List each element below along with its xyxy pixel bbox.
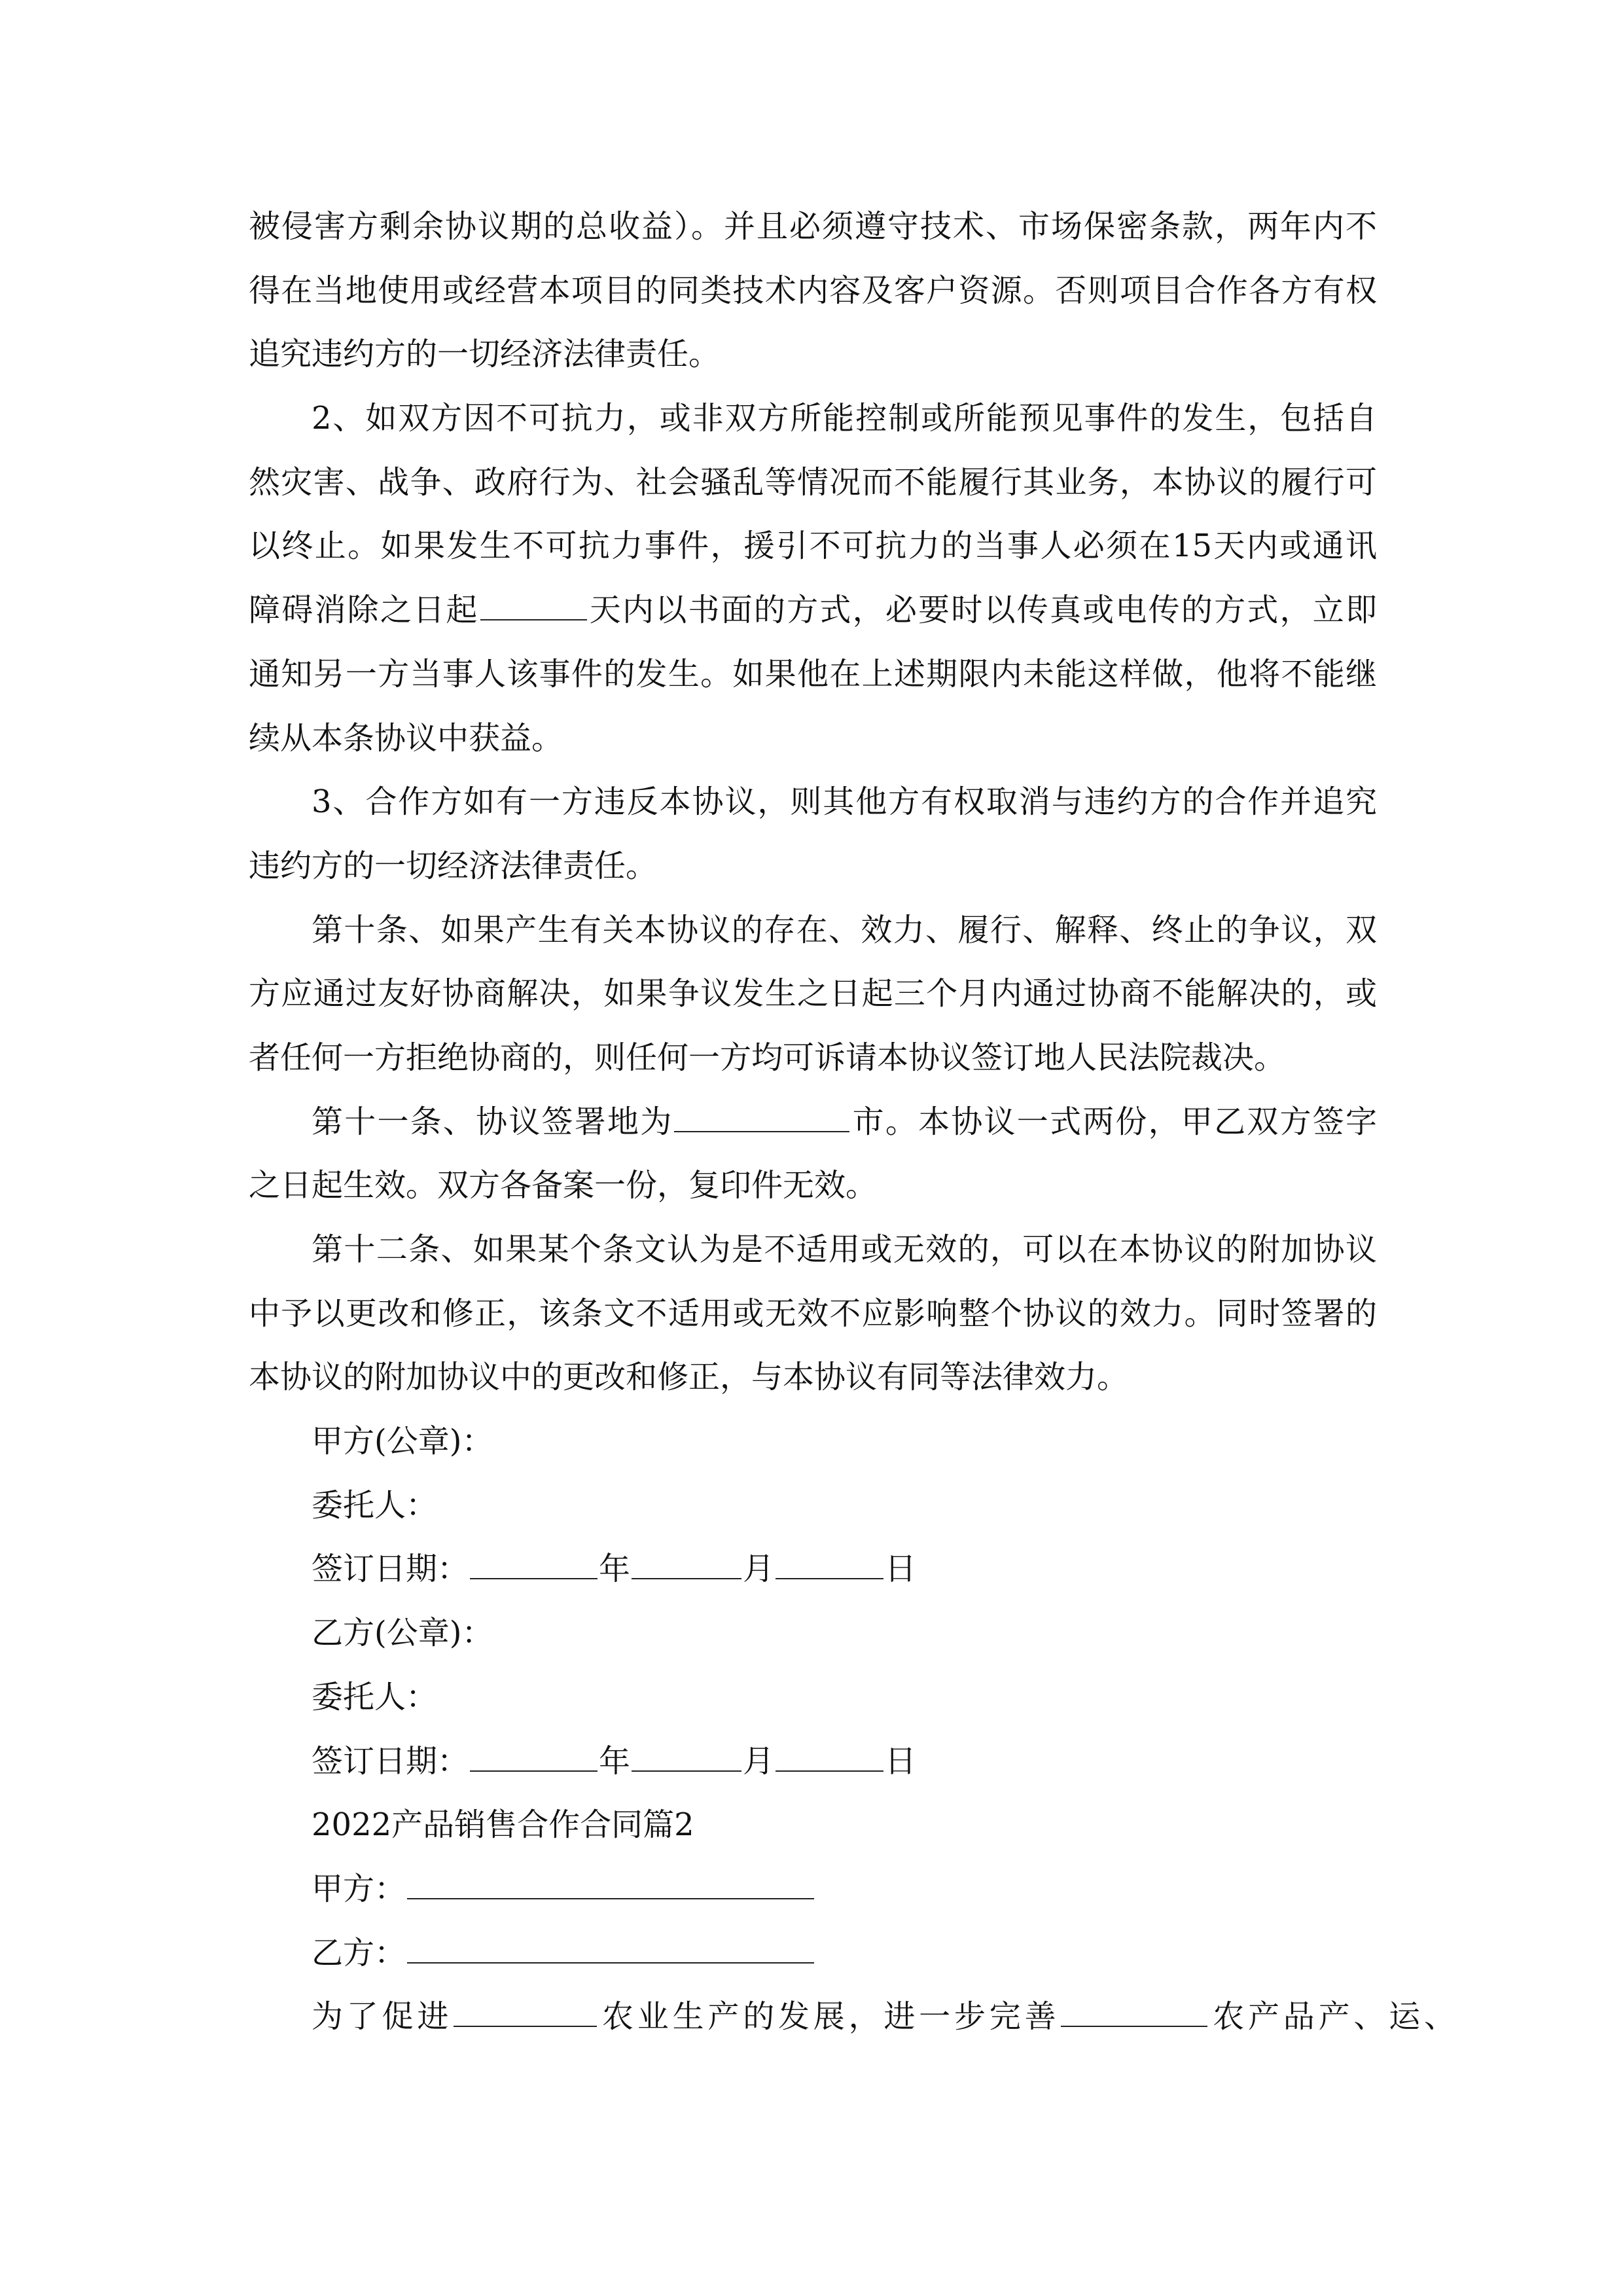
blank-city <box>674 1130 849 1132</box>
day-label: 日 <box>885 1551 917 1588</box>
party-a-agent: 委托人： <box>312 1486 438 1524</box>
party-a-seal: 甲方(公章)： <box>312 1423 493 1460</box>
blank-party-a <box>407 1897 814 1899</box>
party-b-line <box>249 1922 1377 1986</box>
text: 障碍消除之日起 <box>249 592 479 629</box>
document-page <box>249 195 1455 2049</box>
text-line <box>249 579 1377 643</box>
text-line: 以终止。如果发生不可抗力事件，援引不可抗力的当事人必须在15天内或通讯 <box>249 528 1377 565</box>
text-line: 者任何一方拒绝协商的，则任何一方均可诉请本协议签订地人民法院裁决。 <box>249 1039 1286 1076</box>
text-line: 续从本条协议中获益。 <box>249 719 563 757</box>
text: 第十一条、协议签署地为 <box>312 1103 673 1140</box>
text-line: 本协议的附加协议中的更改和修正，与本协议有同等法律效力。 <box>249 1359 1129 1396</box>
month-label: 月 <box>743 1551 775 1588</box>
blank-year <box>470 1577 597 1579</box>
text-line <box>249 1090 1377 1155</box>
blank-day <box>776 1770 883 1772</box>
year-label: 年 <box>599 1551 631 1588</box>
day-label: 日 <box>885 1742 917 1780</box>
text-line: 得在当地使用或经营本项目的同类技术内容及客户资源。否则项目合作各方有权 <box>249 272 1377 309</box>
text: 农产品产、运、 <box>1209 1998 1455 2036</box>
party-a-label: 甲方： <box>312 1870 406 1907</box>
text: 天内以书面的方式，必要时以传真或电传的方式，立即 <box>588 592 1377 629</box>
party-b-label: 乙方： <box>312 1934 406 1971</box>
text-line: 然灾害、战争、政府行为、社会骚乱等情况而不能履行其业务，本协议的履行可 <box>249 463 1377 501</box>
text-line: 违约方的一切经济法律责任。 <box>249 847 658 884</box>
text-line: 之日起生效。双方各备案一份，复印件无效。 <box>249 1167 878 1204</box>
month-label: 月 <box>743 1742 775 1780</box>
party-a-date <box>249 1537 1377 1602</box>
party-b-seal: 乙方(公章)： <box>312 1615 493 1652</box>
blank-party-b <box>407 1962 814 1964</box>
text-line: 追究违约方的一切经济法律责任。 <box>249 336 721 373</box>
year-label: 年 <box>599 1742 631 1780</box>
party-b-agent: 委托人： <box>312 1678 438 1715</box>
text-line: 通知另一方当事人该事件的发生。如果他在上述期限内未能这样做，他将不能继 <box>249 655 1377 692</box>
text: 农业生产的发展，进一步完善 <box>598 1998 1060 2036</box>
text-line: 中予以更改和修正，该条文不适用或无效不应影响整个协议的效力。同时签署的 <box>249 1295 1377 1332</box>
blank-days <box>480 619 587 620</box>
intro-line <box>249 1985 1455 2049</box>
blank-day <box>776 1577 883 1579</box>
text-line: 被侵害方剩余协议期的总收益）。并且必须遵守技术、市场保密条款，两年内不 <box>249 208 1377 245</box>
text: 为了促进 <box>312 1998 453 2036</box>
blank-year <box>470 1770 597 1772</box>
blank-month <box>632 1770 741 1772</box>
blank-month <box>632 1577 741 1579</box>
party-a-line <box>249 1857 1377 1922</box>
text: 市。本协议一式两份，甲乙双方签字 <box>851 1103 1377 1140</box>
party-b-date <box>249 1730 1377 1794</box>
text-line: 2、如双方因不可抗力，或非双方所能控制或所能预见事件的发生，包括自 <box>312 400 1377 437</box>
date-label: 签订日期： <box>312 1551 469 1588</box>
section-title: 2022产品销售合作合同篇2 <box>312 1806 694 1844</box>
text-line: 方应通过友好协商解决，如果争议发生之日起三个月内通过协商不能解决的，或 <box>249 975 1377 1013</box>
text-line: 第十条、如果产生有关本协议的存在、效力、履行、解释、终止的争议，双 <box>312 911 1377 948</box>
text-line: 第十二条、如果某个条文认为是不适用或无效的，可以在本协议的附加协议 <box>312 1231 1377 1268</box>
text-line: 3、合作方如有一方违反本协议，则其他方有权取消与违约方的合作并追究 <box>312 783 1377 821</box>
blank-product <box>1061 2025 1207 2027</box>
blank-region <box>454 2025 597 2027</box>
date-label: 签订日期： <box>312 1742 469 1780</box>
